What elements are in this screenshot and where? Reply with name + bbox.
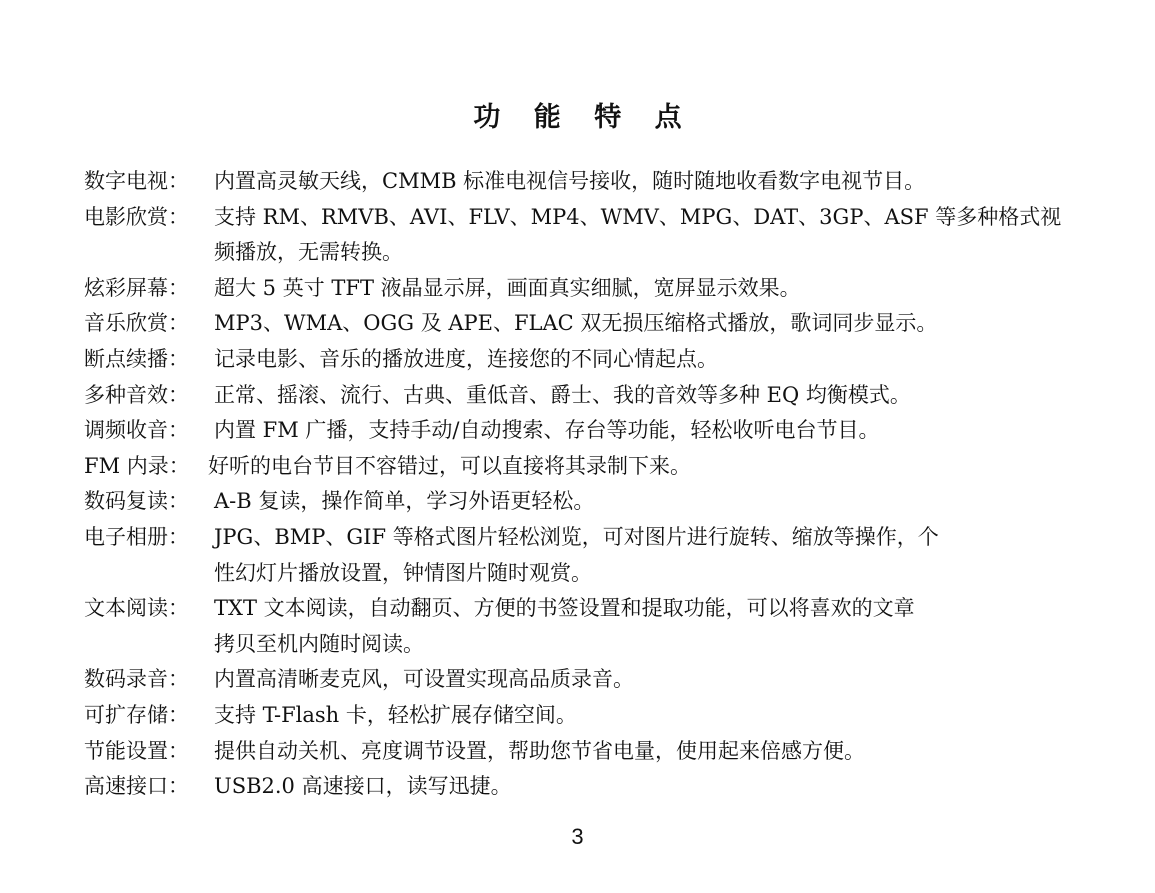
page-number: 3 bbox=[571, 824, 584, 849]
feature-label: 数码复读： bbox=[84, 489, 189, 514]
feature-label: 数字电视： bbox=[84, 169, 189, 193]
feature-item bbox=[84, 164, 1084, 200]
feature-text: 提供自动关机、亮度调节设置，帮助您节省电量，使用起来倍感方便。 bbox=[214, 738, 865, 763]
feature-label: 文本阅读： bbox=[84, 596, 189, 621]
feature-text: 内置高灵敏天线，CMMB 标准电视信号接收，随时随地收看数字电视节目。 bbox=[214, 169, 926, 193]
feature-text: 内置高清晰麦克风，可设置实现高品质录音。 bbox=[214, 667, 634, 692]
feature-item bbox=[84, 769, 1084, 805]
feature-label: FM 内录： bbox=[84, 453, 190, 478]
feature-item bbox=[84, 342, 1084, 378]
feature-item bbox=[84, 698, 1084, 734]
feature-label: 数码录音： bbox=[84, 667, 189, 692]
feature-label: 多种音效： bbox=[84, 382, 189, 407]
feature-text: 内置 FM 广播，支持手动/自动搜索、存台等功能，轻松收听电台节目。 bbox=[214, 418, 880, 443]
feature-item bbox=[84, 734, 1084, 770]
feature-item bbox=[84, 520, 1084, 591]
feature-item bbox=[84, 449, 1084, 485]
feature-text: 超大 5 英寸 TFT 液晶显示屏，画面真实细腻，宽屏显示效果。 bbox=[214, 275, 801, 300]
feature-item bbox=[84, 662, 1084, 698]
feature-label: 音乐欣赏： bbox=[84, 311, 189, 336]
feature-label: 节能设置： bbox=[84, 738, 189, 763]
feature-item bbox=[84, 271, 1084, 307]
feature-item bbox=[84, 413, 1084, 449]
feature-item bbox=[84, 591, 1084, 662]
page-title: 功 能 特 点 bbox=[473, 102, 694, 133]
feature-item bbox=[84, 378, 1084, 414]
feature-text: TXT 文本阅读，自动翻页、方便的书签设置和提取功能，可以将喜欢的文章 拷贝至机内随时阅读。 bbox=[214, 596, 915, 656]
feature-text: MP3、WMA、OGG 及 APE、FLAC 双无损压缩格式播放，歌词同步显示。 bbox=[214, 311, 938, 336]
feature-item bbox=[84, 200, 1084, 271]
feature-text: 好听的电台节目不容错过，可以直接将其录制下来。 bbox=[208, 453, 691, 478]
feature-label: 可扩存储： bbox=[84, 702, 189, 727]
feature-text: 记录电影、音乐的播放进度，连接您的不同心情起点。 bbox=[214, 346, 718, 371]
feature-label: 调频收音： bbox=[84, 418, 189, 443]
feature-label: 电子相册： bbox=[84, 524, 189, 549]
feature-text: A-B 复读，操作简单，学习外语更轻松。 bbox=[214, 489, 595, 514]
feature-text: USB2.0 高速接口，读写迅捷。 bbox=[214, 774, 512, 799]
feature-text: 正常、摇滚、流行、古典、重低音、爵士、我的音效等多种 EQ 均衡模式。 bbox=[214, 382, 911, 407]
feature-label: 断点续播： bbox=[84, 346, 189, 371]
feature-text: 支持 RM、RMVB、AVI、FLV、MP4、WMV、MPG、DAT、3GP、ASF 等多种格式视 频播放，无需转换。 bbox=[214, 204, 1062, 265]
feature-item bbox=[84, 306, 1084, 342]
feature-text: JPG、BMP、GIF 等格式图片轻松浏览，可对图片进行旋转、缩放等操作，个 性幻灯片播放设置，钟情图片随时观赏。 bbox=[214, 524, 939, 585]
feature-item bbox=[84, 484, 1084, 520]
feature-list bbox=[84, 164, 1084, 805]
feature-label: 电影欣赏： bbox=[84, 204, 189, 229]
feature-label: 炫彩屏幕： bbox=[84, 275, 189, 300]
feature-label: 高速接口： bbox=[84, 774, 189, 799]
feature-text: 支持 T-Flash 卡，轻松扩展存储空间。 bbox=[214, 702, 577, 727]
